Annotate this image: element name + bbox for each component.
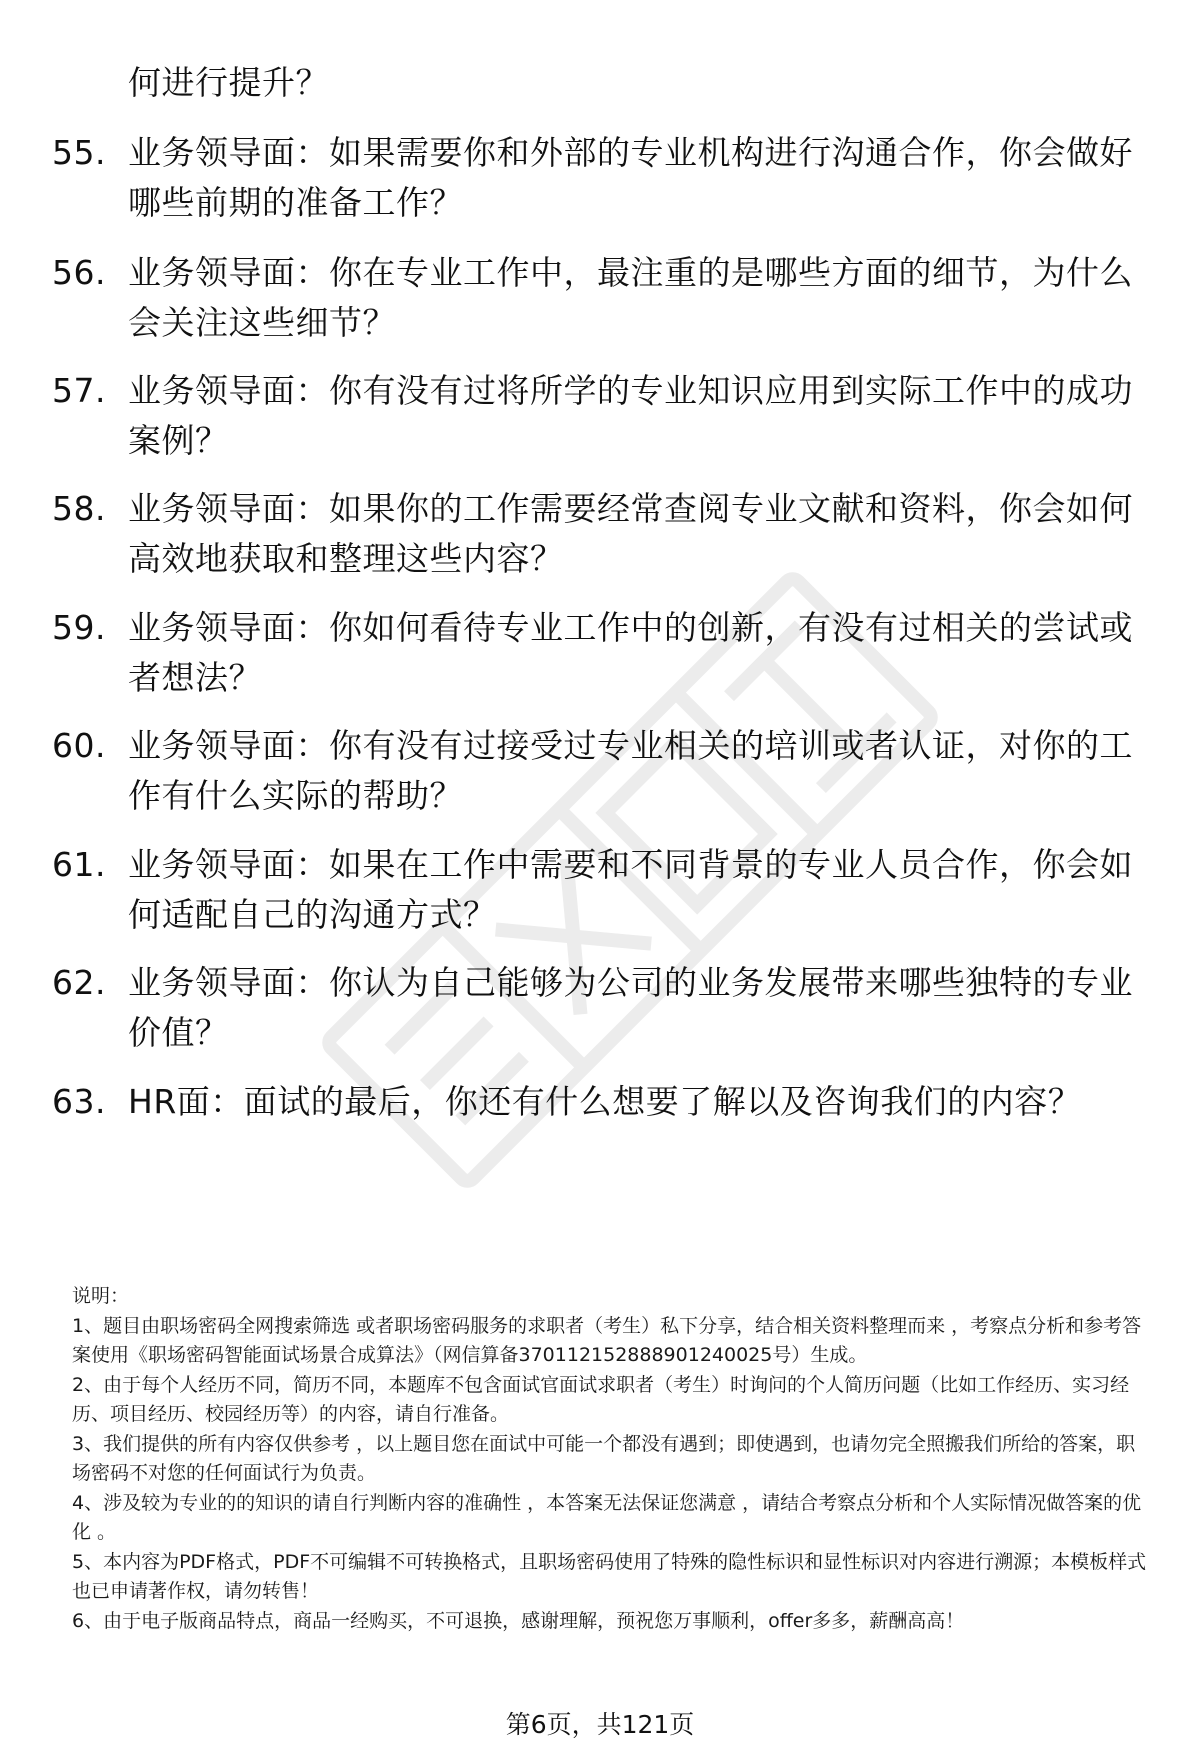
question-number: 61. — [52, 845, 106, 884]
question-text: HR面：面试的最后，你还有什么想要了解以及咨询我们的内容？ — [128, 1082, 1082, 1121]
notes-item: 6、由于电子版商品特点，商品一经购买，不可退换，感谢理解，预祝您万事顺利，offer多多，薪酬高高！ — [72, 1609, 965, 1632]
question-item — [52, 248, 1142, 348]
page-number-footer: 第6页，共121页 — [505, 1710, 695, 1739]
question-item — [52, 128, 1142, 228]
notes-heading: 说明： — [72, 1285, 130, 1307]
question-text: 业务领导面：你有没有过接受过专业相关的培训或者认证，对你的工作有什么实际的帮助？ — [128, 726, 1133, 815]
notes-item: 3、我们提供的所有内容仅供参考 ，以上题目您在面试中可能一个都没有遇到；即使遇到，也请勿完全照搬我们所给的答案，职场密码不对您的任何面试行为负责。 — [72, 1432, 1136, 1484]
question-number: 57. — [52, 371, 106, 410]
question-number: 55. — [52, 133, 106, 172]
question-item — [52, 484, 1142, 584]
question-text: 业务领导面：如果你的工作需要经常查阅专业文献和资料，你会如何高效地获取和整理这些内容？ — [128, 489, 1133, 578]
question-number: 63. — [52, 1082, 106, 1121]
question-number: 59. — [52, 608, 106, 647]
question-item — [52, 840, 1142, 940]
question-number: 62. — [52, 963, 106, 1002]
question-text: 业务领导面：如果需要你和外部的专业机构进行沟通合作，你会做好哪些前期的准备工作？ — [128, 133, 1133, 222]
question-text: 业务领导面：如果在工作中需要和不同背景的专业人员合作，你会如何适配自己的沟通方式？ — [128, 845, 1133, 934]
notes-item: 1、题目由职场密码全网搜索筛选 或者职场密码服务的求职者（考生）私下分享，结合相关资料整理而来 ，考察点分析和参考答案使用《职场密码智能面试场景合成算法》（网信算备37011215288890124​0025号）生成。 — [72, 1314, 1142, 1366]
question-item — [52, 603, 1142, 703]
notes-item: 5、本内容为PDF格式，PDF不可编辑不可转换格式，且职场密码使用了特殊的隐性标识和显性标识对内容进行溯源；本模板样式也已申请著作权，请勿转售！ — [72, 1550, 1147, 1602]
question-number: 56. — [52, 253, 106, 292]
question-text: 业务领导面：你有没有过将所学的专业知识应用到实际工作中的成功案例？ — [128, 371, 1133, 460]
notes-section — [72, 1282, 1152, 1636]
question-continuation: 何进行提升？ — [128, 63, 329, 102]
question-number: 58. — [52, 489, 106, 528]
question-text: 业务领导面：你认为自己能够为公司的业务发展带来哪些独特的专业价值？ — [128, 963, 1133, 1052]
question-item — [52, 721, 1142, 821]
notes-item: 2、由于每个人经历不同，简历不同，本题库不包含面试官面试求职者（考生）时询问的个人简历问题（比如工作经历、实习经历、项目经历、校园经历等）的内容，请自行准备。 — [72, 1373, 1130, 1425]
question-item — [52, 958, 1142, 1058]
question-text: 业务领导面：你在专业工作中，最注重的是哪些方面的细节，为什么会关注这些细节？ — [128, 253, 1133, 342]
question-item — [52, 366, 1142, 466]
question-number: 60. — [52, 726, 106, 765]
notes-item: 4、涉及较为专业的的知识的请自行判断内容的准确性 ，本答案无法保证您满意 ，请结合考察点分析和个人实际情况做答案的优化 。 — [72, 1491, 1142, 1543]
question-item — [52, 1077, 1142, 1127]
question-text: 业务领导面：你如何看待专业工作中的创新，有没有过相关的尝试或者想法？ — [128, 608, 1133, 697]
